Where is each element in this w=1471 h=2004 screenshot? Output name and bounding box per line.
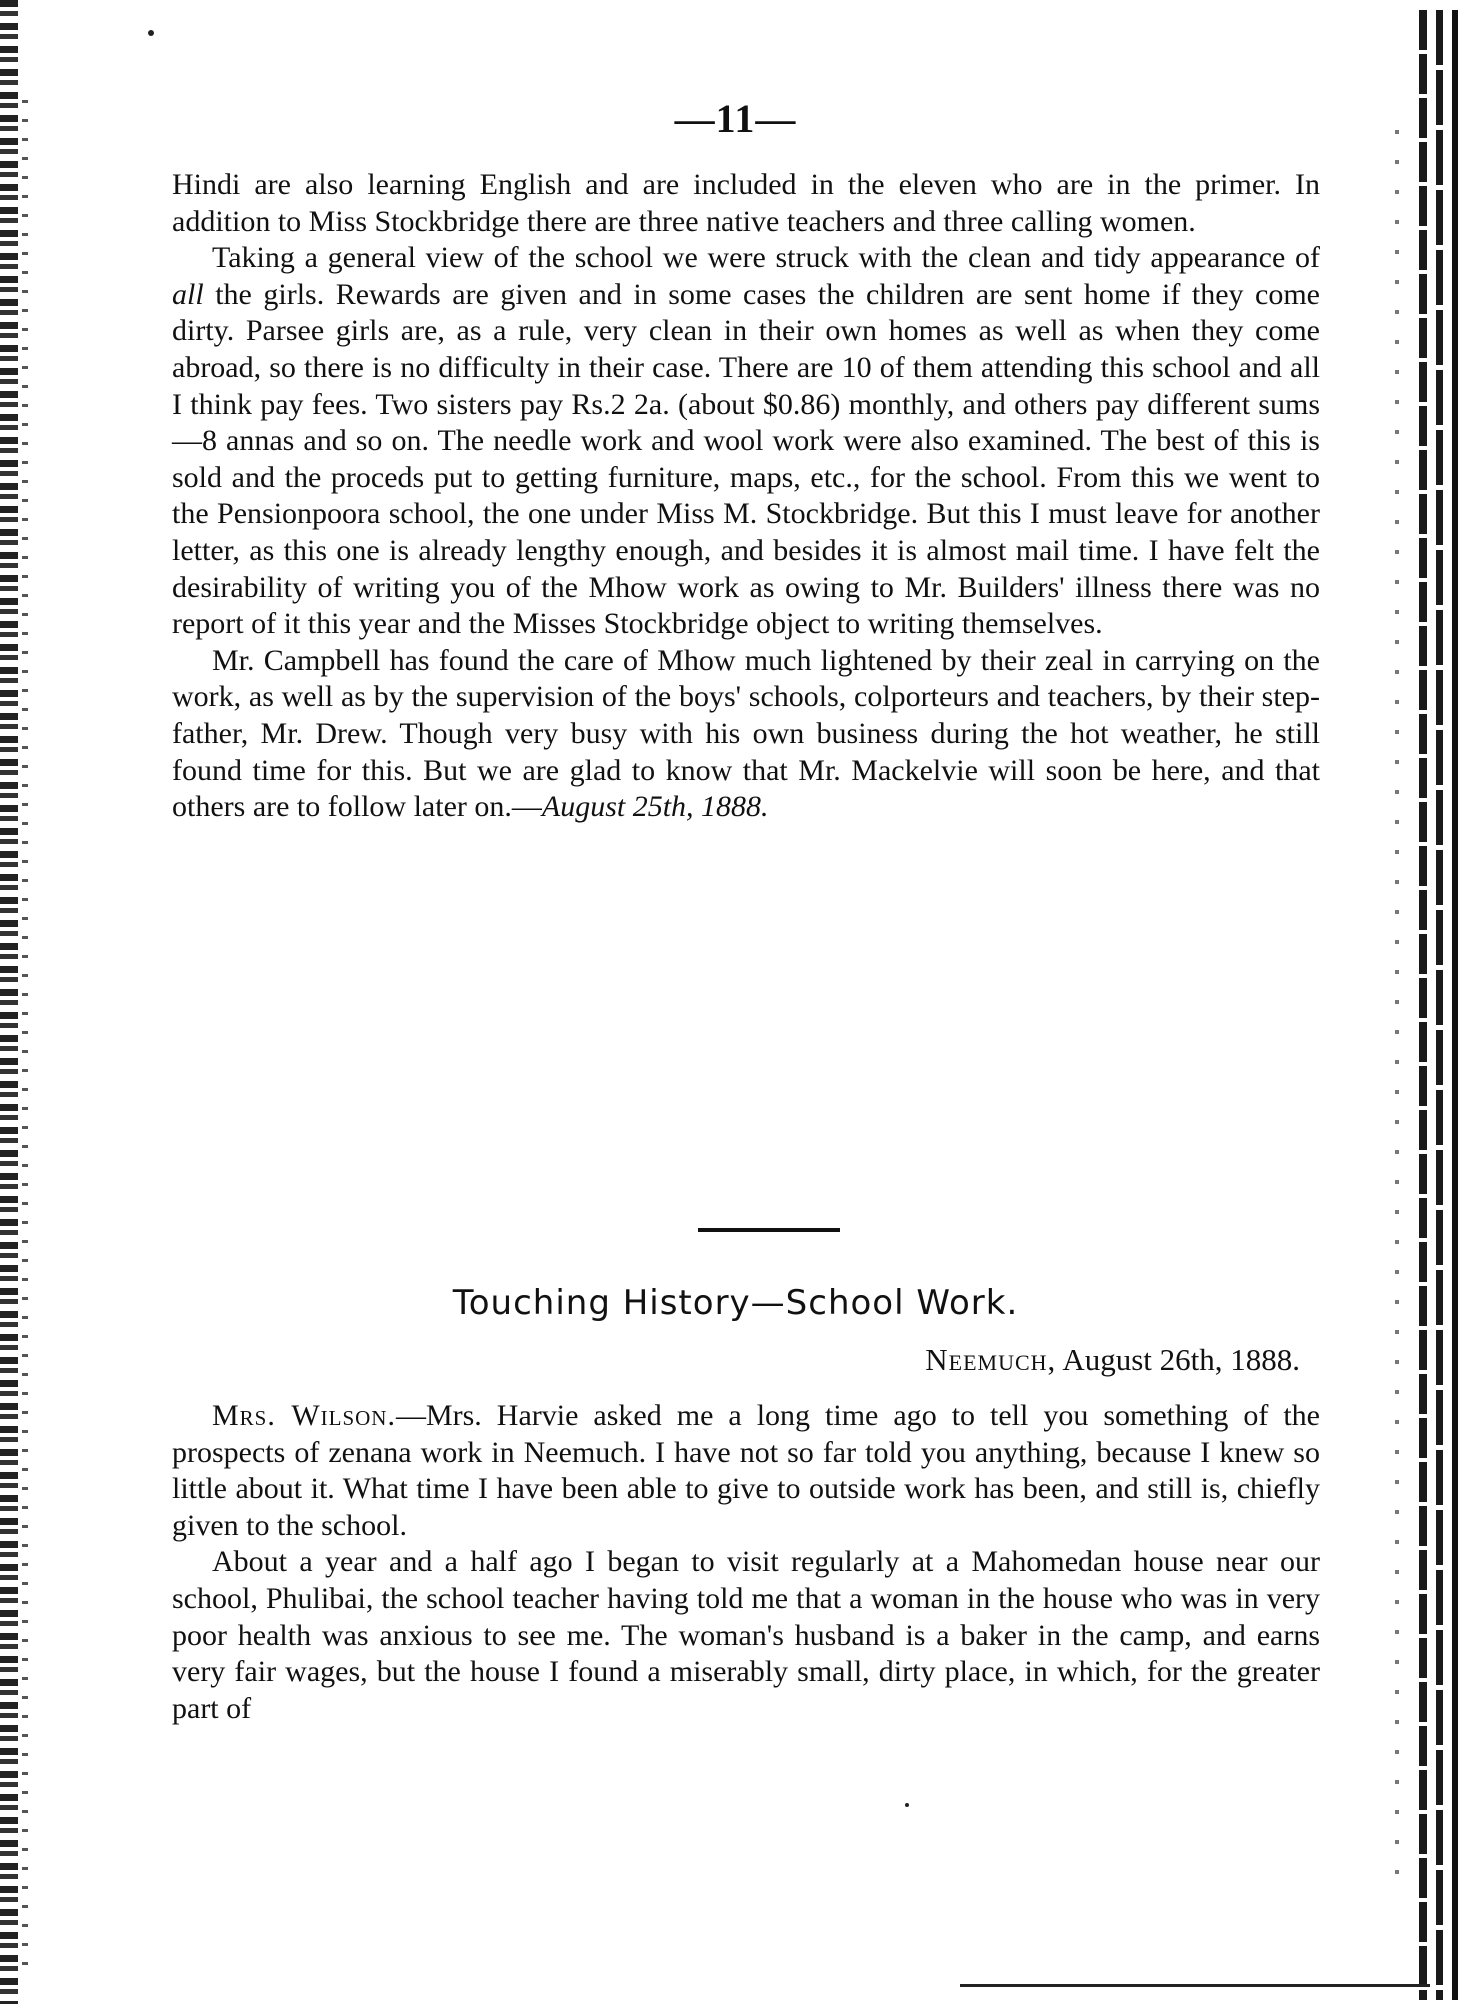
article-body: [172, 1398, 1320, 1727]
paragraph-text: Taking a general view of the school we were struck with the clean and tidy appearance of: [212, 241, 1320, 275]
binding-edge-right: [1436, 10, 1443, 2000]
paragraph: About a year and a half ago I began to visit regularly at a Mahomedan house near our school, Phulibai, the school teacher having told me that a woman in the house who was in very poor health was anxious to see me. The woman's husband is a baker in the camp, and earns very fair wages, but the house I found a miserably small, dirty place, in which, for the greater part of: [172, 1545, 1320, 1725]
paragraph: [172, 1398, 1320, 1544]
binding-edge-right: [1452, 10, 1458, 2000]
paragraph: [172, 643, 1320, 826]
paragraph: Hindi are also learning English and are included in the eleven who are in the primer. In addition to Miss Stockbridge there are three native teachers and three calling women.: [172, 168, 1320, 238]
letter-date: August 25th, 1888.: [541, 790, 769, 824]
dateline: [780, 1342, 1300, 1378]
bottom-rule: [960, 1984, 1430, 1987]
scan-speck: [905, 1803, 909, 1807]
paragraph-text: the girls. Rewards are given and in some cases the children are sent home if they come dirty. Parsee girls are, as a rule, very clean in their own homes as well as when they come abroad, so there is no difficulty in their case. There are 10 of them attending this school and all I think pay fees. Two sisters pay Rs.2 2a. (about $0.86) monthly, and others pay different sums—8 annas and so on. The needle work and wool work were also examined. The best of this is sold and the proceds put to getting furniture, maps, etc., for the school. From this we went to the Pensionpoora school, the one under Miss M. Stockbridge. But this I must leave for another letter, as this one is already lengthy enough, and besides it is almost mail time. I have felt the desirability of writing you of the Mhow work as owing to Mr. Builders' illness there was no report of it this year and the Misses Stockbridge object to writing themselves.: [172, 277, 1320, 641]
paragraph-text: Mr. Campbell has found the care of Mhow much lightened by their zeal in carrying on the work, as well as by the supervision of the boys' schools, colporteurs and teachers, by their step-father, Mr. Drew. Though very busy with his own business during the hot weather, he still found time for this. But we are glad to know that Mr. Mackelvie will soon be here, and that others are to follow later on.—: [172, 643, 1320, 824]
binding-edge-left-marks: [22, 100, 28, 1980]
paragraph: [172, 240, 1320, 643]
article-continued: [172, 167, 1320, 826]
dateline-date: August 26th, 1888.: [1056, 1342, 1300, 1377]
binding-edge-left: [0, 0, 18, 2004]
dateline-place: Neemuch,: [925, 1342, 1057, 1377]
paragraph-text: —Mrs. Harvie asked me a long time ago to tell you something of the prospects of zenana work in Neemuch. I have not so far told you anything, because I knew so little about it. What time I have been able to give to outside work has been, and still is, chiefly given to the school.: [172, 1399, 1320, 1542]
salutation: Mrs. Wilson.: [212, 1399, 396, 1432]
page-number: —11—: [674, 96, 797, 141]
article-title: Touching History—School Work.: [452, 1283, 1019, 1323]
section-divider: [698, 1228, 840, 1232]
emphasis: all: [172, 277, 204, 311]
binding-edge-right-marks: [1395, 130, 1399, 1880]
binding-edge-right: [1419, 10, 1427, 2000]
scan-speck: [148, 30, 154, 36]
